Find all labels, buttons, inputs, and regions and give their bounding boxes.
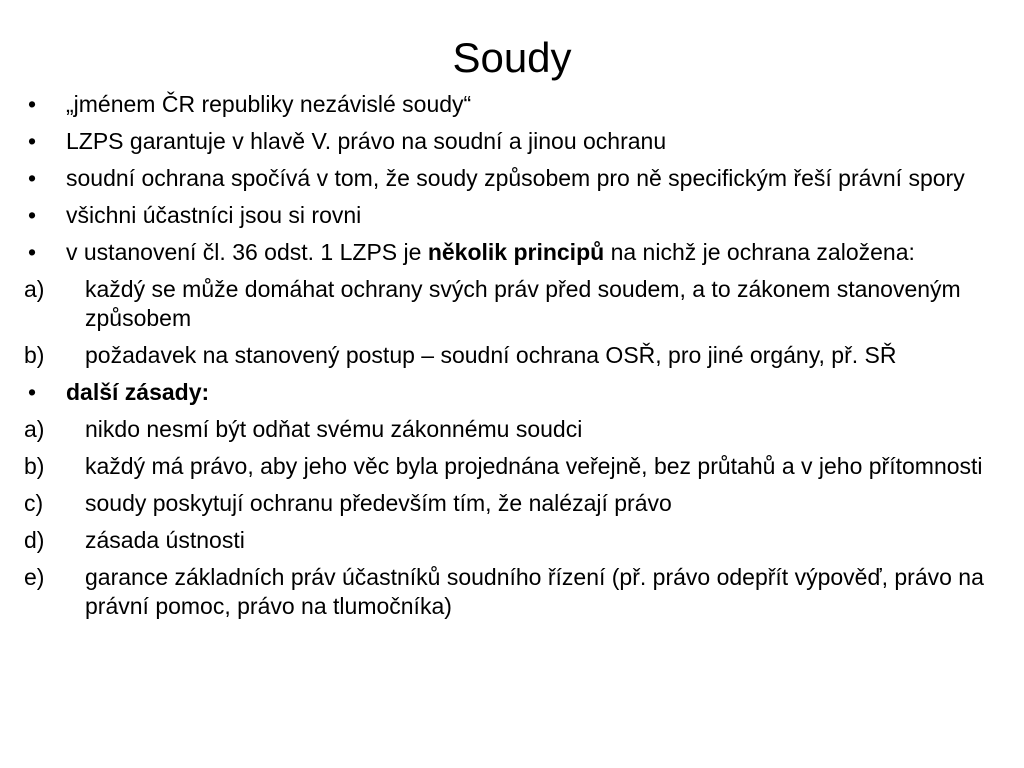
list-item-text: LZPS garantuje v hlavě V. právo na soudní a jinou ochranu — [66, 128, 667, 154]
bullet-marker: • — [28, 128, 37, 154]
list-item — [24, 341, 1009, 370]
list-item-text: zásada ústnosti — [85, 527, 245, 553]
slide-content — [24, 90, 1009, 629]
list-item — [24, 238, 1009, 267]
list-item — [24, 563, 1009, 621]
list-item — [24, 275, 1009, 333]
letter-marker: c) — [24, 490, 44, 516]
list-item-text-bold: několik principů — [427, 239, 605, 265]
list-item — [24, 201, 1009, 230]
list-item-text: všichni účastníci jsou si rovni — [66, 202, 362, 228]
bullet-marker: • — [28, 165, 37, 191]
bullet-marker: • — [28, 91, 37, 117]
letter-marker: a) — [24, 276, 45, 302]
list-item-text-before: v ustanovení čl. 36 odst. 1 LZPS je — [66, 239, 428, 265]
list-item — [24, 90, 1009, 119]
list-item-text: každý se může domáhat ochrany svých práv před soudem, a to zákonem stanoveným způsobem — [85, 276, 961, 331]
list-item-text: soudní ochrana spočívá v tom, že soudy způsobem pro ně specifickým řeší právní spory — [66, 165, 965, 191]
list-item-text: soudy poskytují ochranu především tím, že nalézají právo — [85, 490, 672, 516]
list-item-text: každý má právo, aby jeho věc byla projednána veřejně, bez průtahů a v jeho přítomnosti — [85, 453, 983, 479]
letter-marker: a) — [24, 416, 45, 442]
list-item — [24, 526, 1009, 555]
list-item — [24, 489, 1009, 518]
list-item-text-after: na nichž je ochrana založena: — [604, 239, 915, 265]
bullet-marker: • — [28, 239, 37, 265]
list-item — [24, 378, 1009, 407]
letter-marker: d) — [24, 527, 45, 553]
list-item — [24, 452, 1009, 481]
bullet-marker: • — [28, 379, 37, 405]
list-item-text-bold: další zásady: — [66, 379, 210, 405]
letter-marker: e) — [24, 564, 45, 590]
list-item-text: garance základních práv účastníků soudního řízení (př. právo odepřít výpověď, právo na právní pomoc, právo na tlumočníka) — [85, 564, 984, 619]
bullet-marker: • — [28, 202, 37, 228]
list-item — [24, 164, 1009, 193]
list-item-text: požadavek na stanovený postup – soudní ochrana OSŘ, pro jiné orgány, př. SŘ — [85, 342, 897, 368]
slide-title: Soudy — [452, 34, 572, 81]
letter-marker: b) — [24, 453, 45, 479]
list-item-text: „jménem ČR republiky nezávislé soudy“ — [66, 91, 472, 117]
list-item-text: nikdo nesmí být odňat svému zákonnému soudci — [85, 416, 583, 442]
list-item — [24, 127, 1009, 156]
letter-marker: b) — [24, 342, 45, 368]
list-item — [24, 415, 1009, 444]
